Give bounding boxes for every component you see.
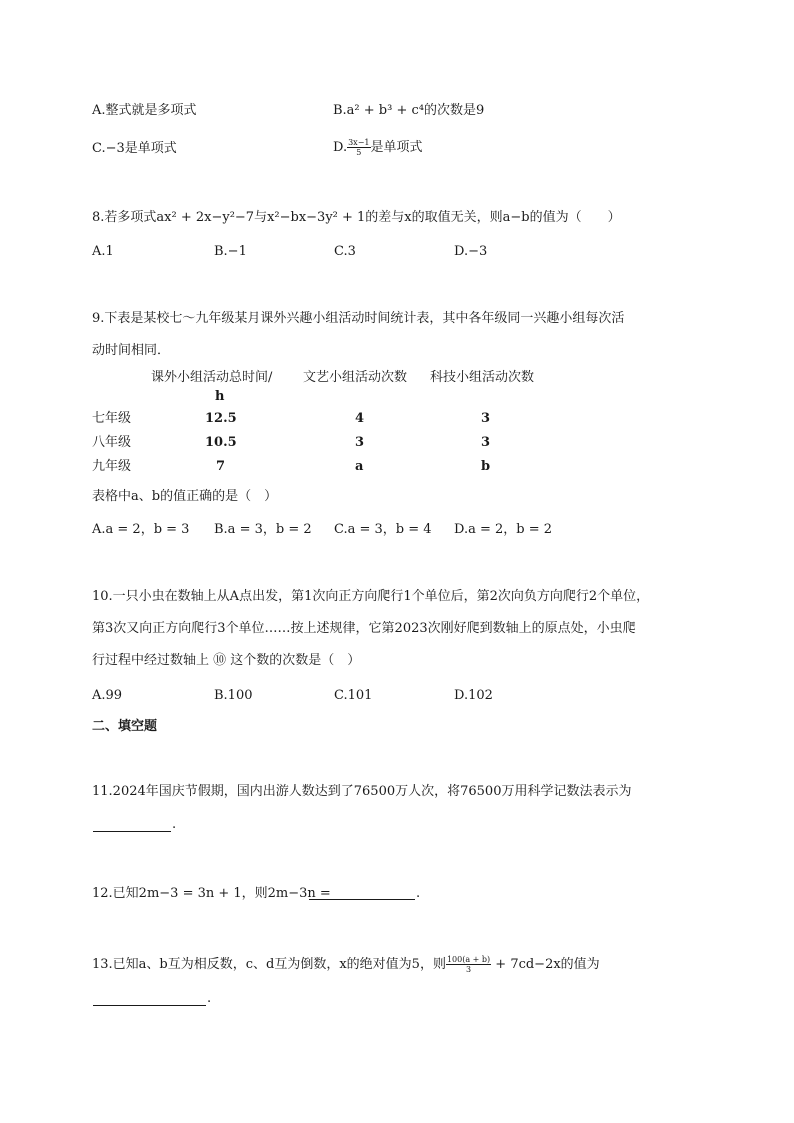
q9-option-b: B.a = 3，b = 2	[214, 522, 312, 537]
q9-option-a: A.a = 2，b = 3	[92, 522, 190, 537]
q8-option-a: A.1	[92, 244, 114, 259]
q8-option-c: C.3	[334, 244, 356, 259]
table-row-grade8-time: 10.5	[205, 435, 237, 450]
section-title-fill-in: 二、填空题	[92, 719, 158, 734]
q9-option-c: C.a = 3，b = 4	[334, 522, 432, 537]
table-row-grade7-arts: 4	[355, 411, 365, 426]
q13-answer-blank[interactable]	[93, 1005, 206, 1006]
table-row-grade9-time: 7	[216, 459, 226, 474]
q11-period: .	[172, 817, 177, 832]
q9-question: 表格中a、b的值正确的是（ ）	[92, 489, 278, 504]
table-row-grade8-arts: 3	[355, 435, 365, 450]
q13-fraction	[446, 955, 491, 974]
q10-option-c: C.101	[334, 688, 373, 703]
table-header-tech: 科技小组活动次数	[430, 370, 535, 385]
table-row-grade9-arts: a	[355, 459, 364, 474]
fraction-numerator: 100(a + b)	[446, 955, 491, 964]
fraction-denominator: 3	[466, 965, 472, 974]
q13-line1	[92, 955, 600, 974]
table-row-grade9-label: 九年级	[92, 459, 132, 474]
q11-answer-blank[interactable]	[93, 831, 171, 832]
q10-line1: 10.一只小虫在数轴上从A点出发，第1次向正方向爬行1个单位后，第2次向负方向爬行2个单位，	[92, 589, 650, 604]
table-row-grade7-tech: 3	[481, 411, 491, 426]
q9-stem-line1: 9.下表是某校七～九年级某月课外兴趣小组活动时间统计表，其中各年级同一兴趣小组每次活	[92, 311, 625, 326]
table-row-grade9-tech: b	[481, 459, 491, 474]
q10-option-a: A.99	[92, 688, 123, 703]
q7-option-b: B.a² + b³ + c⁴的次数是9	[333, 103, 485, 118]
q13-prefix: 13.已知a、b互为相反数，c、d互为倒数，x的绝对值为5，则	[92, 957, 446, 972]
q13-period: .	[207, 991, 212, 1006]
q10-option-b: B.100	[214, 688, 253, 703]
q8-option-b: B.−1	[214, 244, 247, 259]
table-row-grade8-label: 八年级	[92, 435, 132, 450]
q7-option-d	[333, 138, 423, 157]
fraction-denominator: 5	[356, 148, 362, 157]
q9-option-d: D.a = 2，b = 2	[454, 522, 553, 537]
table-row-grade7-label: 七年级	[92, 411, 132, 426]
table-header-total-time: 课外小组活动总时间/	[151, 370, 273, 385]
table-header-unit: h	[215, 389, 225, 404]
q12-answer-blank[interactable]	[309, 899, 415, 900]
q7-option-d-prefix: D.	[333, 140, 348, 155]
q10-option-d: D.102	[454, 688, 493, 703]
q8-option-d: D.−3	[454, 244, 488, 259]
q13-suffix: + 7cd−2x的值为	[491, 957, 600, 972]
q10-line3: 行过程中经过数轴上 ⑩ 这个数的次数是（ ）	[92, 653, 361, 668]
q12-text: 12.已知2m−3 = 3n + 1，则2m−3n =	[92, 886, 331, 901]
q9-stem-line2: 动时间相同．	[92, 343, 171, 358]
q7-option-c: C.−3是单项式	[92, 141, 177, 156]
q12-period: .	[416, 886, 421, 901]
table-row-grade8-tech: 3	[481, 435, 491, 450]
q7-option-a: A.整式就是多项式	[92, 103, 197, 118]
q10-line2: 第3次又向正方向爬行3个单位……按上述规律，它第2023次刚好爬到数轴上的原点处，小虫爬	[92, 621, 636, 636]
q8-stem: 8.若多项式ax² + 2x−y²−7与x²−bx−3y² + 1的差与x的取值无关，则a−b的值为（ ）	[92, 210, 621, 225]
q11-line1: 11.2024年国庆节假期，国内出游人数达到了76500万人次，将76500万用科学记数法表示为	[92, 784, 632, 799]
fraction-numerator: 3x−1	[348, 138, 370, 147]
q7-option-d-suffix: 是单项式	[370, 140, 423, 155]
q7-option-d-fraction	[347, 138, 370, 157]
table-row-grade7-time: 12.5	[205, 411, 237, 426]
table-header-arts: 文艺小组活动次数	[303, 370, 408, 385]
